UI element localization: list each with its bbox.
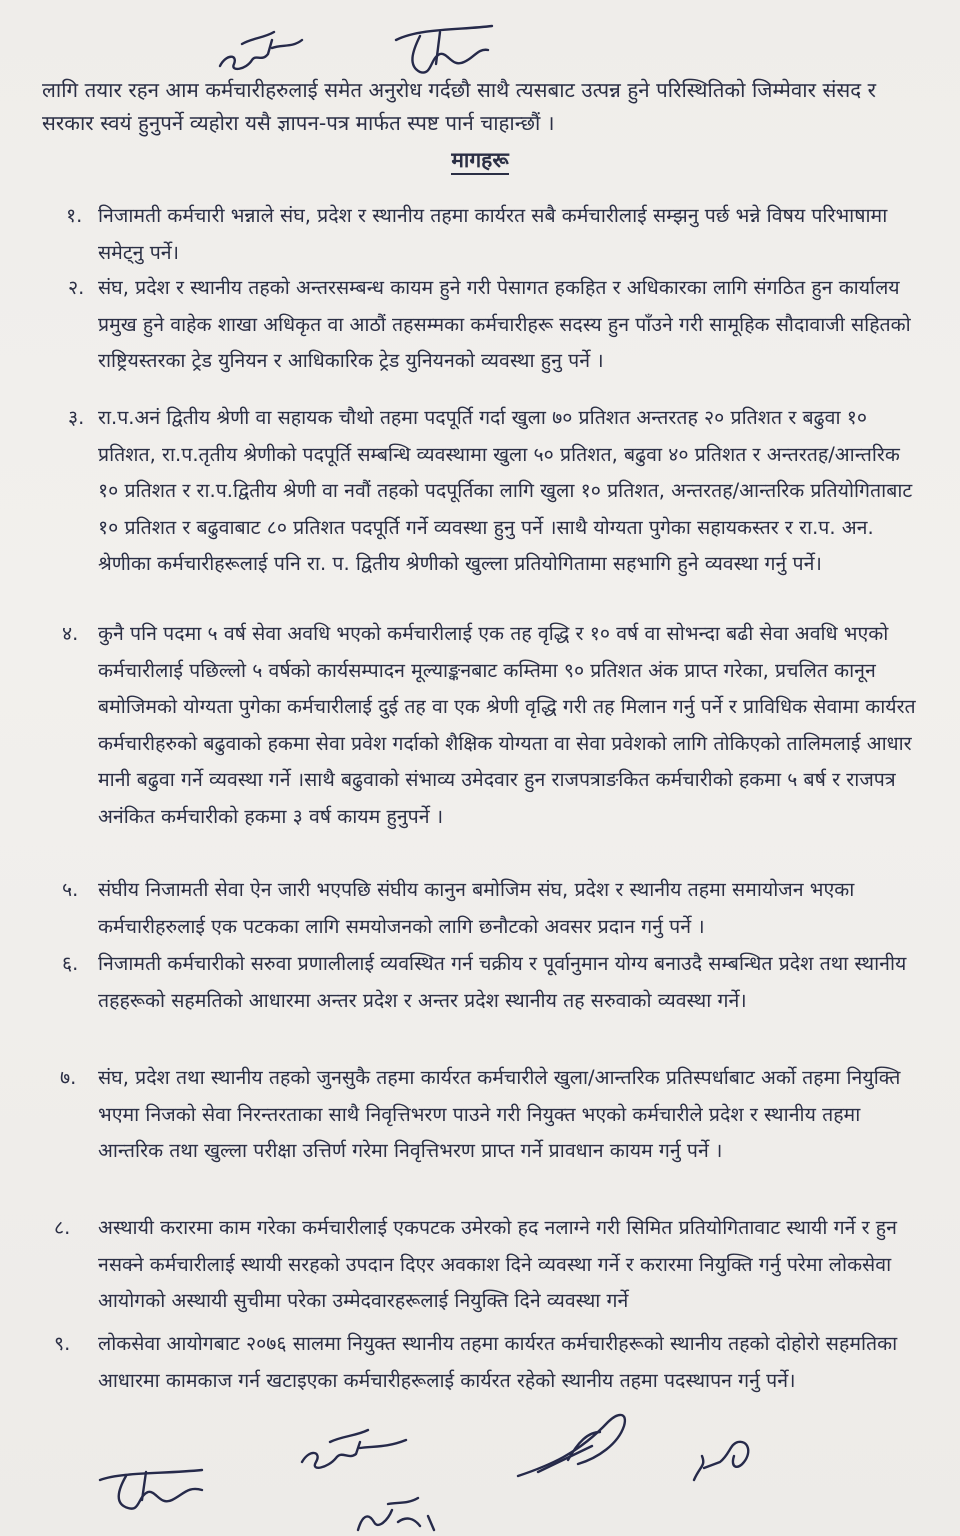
list-item <box>68 400 918 583</box>
demands-heading-text: मागहरू <box>451 148 508 175</box>
signature-bottom-4 <box>92 1460 212 1520</box>
item-text: निजामती कर्मचारीको सरुवा प्रणालीलाई व्यवस्थित गर्न चक्रीय र पूर्वानुमान योग्य बनाउदै सम्बन्धित प्रदेश तथा स्थानीय तहहरूको सहमतिको आधारमा अन्तर प्रदेश र अन्तर प्रदेश स्थानीय तह सरुवाको व्यवस्था गर्ने। <box>98 952 907 1012</box>
item-text: निजामती कर्मचारी भन्नाले संघ, प्रदेश र स्थानीय तहमा कार्यरत सबै कर्मचारीलाई सम्झनु पर्छ भन्ने विषय परिभाषामा समेट्नु पर्ने। <box>98 204 888 264</box>
list-item <box>54 1210 918 1320</box>
list-item <box>62 872 918 945</box>
item-text: रा.प.अनं द्वितीय श्रेणी वा सहायक चौथो तहमा पदपूर्ति गर्दा खुला ७० प्रतिशत अन्तरतह २० प्रतिशत र बढुवा १० प्रतिशत, रा.प.तृतीय श्रेणीको पदपूर्ति सम्बन्धि व्यवस्थामा खुला ५० प्रतिशत, बढुवा ४० प्रतिशत र अन्तरतह/आन्तरिक १० प्रतिशत र रा.प.द्वितीय श्रेणी वा नवौं तहको पदपूर्तिका लागि खुला १० प्रतिशत, अन्तरतह/आन्तरिक प्रतियोगिताबाट १० प्रतिशत र बढुवाबाट ८० प्रतिशत पदपूर्ति गर्ने व्यवस्था हुनु पर्ने ।साथै योग्यता पुगेका सहायकस्तर र रा.प. अन. श्रेणीका कर्मचारीहरूलाई पनि रा. प. द्वितीय श्रेणीको खुल्ला प्रतियोगितामा सहभागि हुने व्यवस्था गर्नु पर्ने। <box>98 406 913 575</box>
signature-bottom-1 <box>296 1418 416 1478</box>
list-item <box>54 1326 918 1399</box>
item-text: लोकसेवा आयोगबाट २०७६ सालमा नियुक्त स्थानीय तहमा कार्यरत कर्मचारीहरूको स्थानीय तहको दोहोरो सहमतिका आधारमा कामकाज गर्न खटाइएका कर्मचारीहरूलाई कार्यरत रहेको स्थानीय तहमा पदस्थापन गर्नु पर्ने। <box>98 1332 898 1392</box>
item-text: संघ, प्रदेश तथा स्थानीय तहको जुनसुकै तहमा कार्यरत कर्मचारीले खुला/आन्तरिक प्रतिस्पर्धाबाट अर्को तहमा नियुक्ति भएमा निजको सेवा निरन्तरताका साथै निवृत्तिभरण पाउने गरी नियुक्त भएको कर्मचारीले प्रदेश र स्थानीय तहमा आन्तरिक तथा खुल्ला परीक्षा उत्तिर्ण गरेमा निवृत्तिभरण प्राप्त गर्ने प्रावधान कायम गर्नु पर्ने । <box>98 1066 901 1162</box>
list-item <box>66 198 918 271</box>
item-number: ४. <box>62 622 79 645</box>
item-number: ७. <box>60 1066 77 1089</box>
item-number: ३. <box>68 406 85 429</box>
signature-top-left <box>212 14 312 80</box>
item-number: ८. <box>54 1216 71 1239</box>
item-text: संघ, प्रदेश र स्थानीय तहको अन्तरसम्बन्ध कायम हुने गरी पेसागत हकहित र अधिकारका लागि संगठित हुन कार्यालय प्रमुख हुने वाहेक शाखा अधिकृत वा आठौं तहसम्मका कर्मचारीहरू सदस्य हुन पाँउने गरी सामूहिक सौदावाजी सहितको राष्ट्रियस्तरका ट्रेड युनियन र आधिकारिक ट्रेड युनियनको व्यवस्था हुनु पर्ने । <box>98 276 911 372</box>
item-number: २. <box>68 276 85 299</box>
signature-bottom-3 <box>690 1426 760 1492</box>
item-text: कुनै पनि पदमा ५ वर्ष सेवा अवधि भएको कर्मचारीलाई एक तह वृद्धि र १० वर्ष वा सोभन्दा बढी सेवा अवधि भएको कर्मचारीलाई पछिल्लो ५ वर्षको कार्यसम्पादन मूल्याङ्कनबाट कम्तिमा ९० प्रतिशत अंक प्राप्त गरेका, प्रचलित कानून बमोजिमको योग्यता पुगेका कर्मचारीलाई दुई तह वा एक श्रेणी वृद्धि गरी तह मिलान गर्नु पर्ने र प्राविधिक सेवामा कार्यरत कर्मचारीहरुको बढुवाको हकमा सेवा प्रवेश गर्दाको शैक्षिक योग्यता वा सेवा प्रवेशको लागि तोकिएको तालिमलाई आधार मानी बढुवा गर्ने व्यवस्था गर्ने ।साथै बढुवाको संभाव्य उमेदवार हुन राजपत्राङकित कर्मचारीको हकमा ५ बर्ष र राजपत्र अनंकित कर्मचारीको हकमा ३ वर्ष कायम हुनुपर्ने । <box>98 622 916 828</box>
intro-paragraph: लागि तयार रहन आम कर्मचारीहरुलाई समेत अनुरोध गर्दछौ साथै त्यसबाट उत्पन्न हुने परिस्थितिको जिम्मेवार संसद र सरकार स्वयं हुनुपर्ने व्यहोरा यसै ज्ञापन-पत्र मार्फत स्पष्ट पार्न चाहान्छौं । <box>42 78 877 135</box>
item-number: ९. <box>54 1332 71 1355</box>
list-item <box>62 946 918 1019</box>
item-number: १. <box>66 204 83 227</box>
list-item <box>68 270 918 380</box>
list-item <box>60 1060 918 1170</box>
signature-bottom-5 <box>348 1482 444 1536</box>
signature-bottom-2 <box>508 1402 638 1484</box>
list-item <box>62 616 918 835</box>
item-text: अस्थायी करारमा काम गरेका कर्मचारीलाई एकपटक उमेरको हद नलाग्ने गरी सिमित प्रतियोगितावाट स्थायी गर्ने र हुन नसक्ने कर्मचारीलाई स्थायी सरहको उपदान दिएर अवकाश दिने व्यवस्था गर्ने र करारमा नियुक्ति गर्नु परेमा लोकसेवा आयोगको अस्थायी सुचीमा परेका उम्मेदवारहरूलाई नियुक्ति दिने व्यवस्था गर्ने <box>98 1216 897 1312</box>
item-number: ६. <box>62 952 79 975</box>
item-number: ५. <box>62 878 79 901</box>
demands-heading <box>0 146 960 174</box>
signature-top-center <box>390 18 500 82</box>
item-text: संघीय निजामती सेवा ऐन जारी भएपछि संघीय कानुन बमोजिम संघ, प्रदेश र स्थानीय तहमा समायोजन भएका कर्मचारीहरुलाई एक पटकका लागि समयोजनको लागि छनौटको अवसर प्रदान गर्नु पर्ने । <box>98 878 855 938</box>
